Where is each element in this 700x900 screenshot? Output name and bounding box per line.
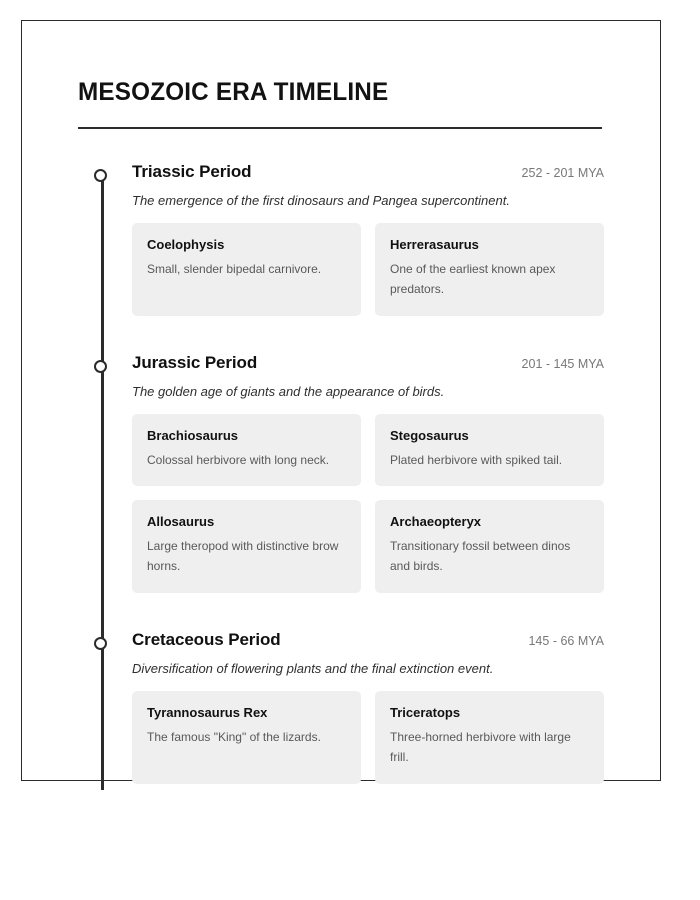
fossil-card[interactable] [375,691,604,784]
timeline-marker-icon [94,360,107,373]
fossil-card[interactable] [132,414,361,487]
fossil-card-grid [132,223,604,316]
period-description: Diversification of flowering plants and the final extinction event. [132,660,494,676]
fossil-card-grid [132,414,604,593]
timeline-period-triassic [132,162,604,316]
fossil-description: Small, slender bipedal carnivore. [147,262,322,276]
fossil-description: Colossal herbivore with long neck. [147,452,330,467]
period-header [132,353,604,373]
period-header [132,162,604,182]
fossil-card-grid [132,691,604,784]
fossil-card[interactable] [375,500,604,593]
period-header [132,630,604,650]
fossil-card[interactable] [375,414,604,487]
timeline-marker-icon [94,637,107,650]
fossil-description: The famous "King" of the lizards. [147,729,321,744]
fossil-name: Brachiosaurus [147,427,239,443]
fossil-description: Transitionary fossil between dinos and birds. [390,539,571,574]
timeline-period-jurassic [132,353,604,593]
fossil-name: Triceratops [390,704,461,720]
fossil-description: Three-horned herbivore with large frill. [390,729,571,764]
timeline-document [21,20,661,784]
fossil-name: Allosaurus [147,514,215,530]
fossil-description: Large theropod with distinctive brow horns. [147,539,339,574]
fossil-description: Plated herbivore with spiked tail. [390,452,563,467]
fossil-name: Tyrannosaurus Rex [147,704,268,720]
fossil-name: Stegosaurus [390,427,469,443]
title-divider [78,127,602,129]
fossil-name: Archaeopteryx [390,514,482,530]
period-date-range: 201 - 145 MYA [521,356,604,371]
fossil-card[interactable] [132,691,361,784]
fossil-description: One of the earliest known apex predators. [390,262,556,296]
period-name: Jurassic Period [132,352,258,372]
timeline-rail [101,174,104,790]
period-description: The golden age of giants and the appearance of birds. [132,383,445,399]
period-name: Triassic Period [132,162,252,181]
fossil-name: Herrerasaurus [390,237,479,252]
period-name: Cretaceous Period [132,629,281,649]
fossil-card[interactable] [132,223,361,316]
fossil-card[interactable] [132,500,361,593]
timeline [78,162,604,784]
fossil-card[interactable] [375,223,604,316]
timeline-period-cretaceous [132,630,604,784]
period-date-range: 252 - 201 MYA [521,166,604,180]
period-description: The emergence of the first dinosaurs and Pangea supercontinent. [132,193,510,208]
timeline-marker-icon [94,169,107,182]
period-date-range: 145 - 66 MYA [528,633,604,648]
fossil-name: Coelophysis [147,237,225,252]
page-title: MESOZOIC ERA TIMELINE [78,78,389,106]
